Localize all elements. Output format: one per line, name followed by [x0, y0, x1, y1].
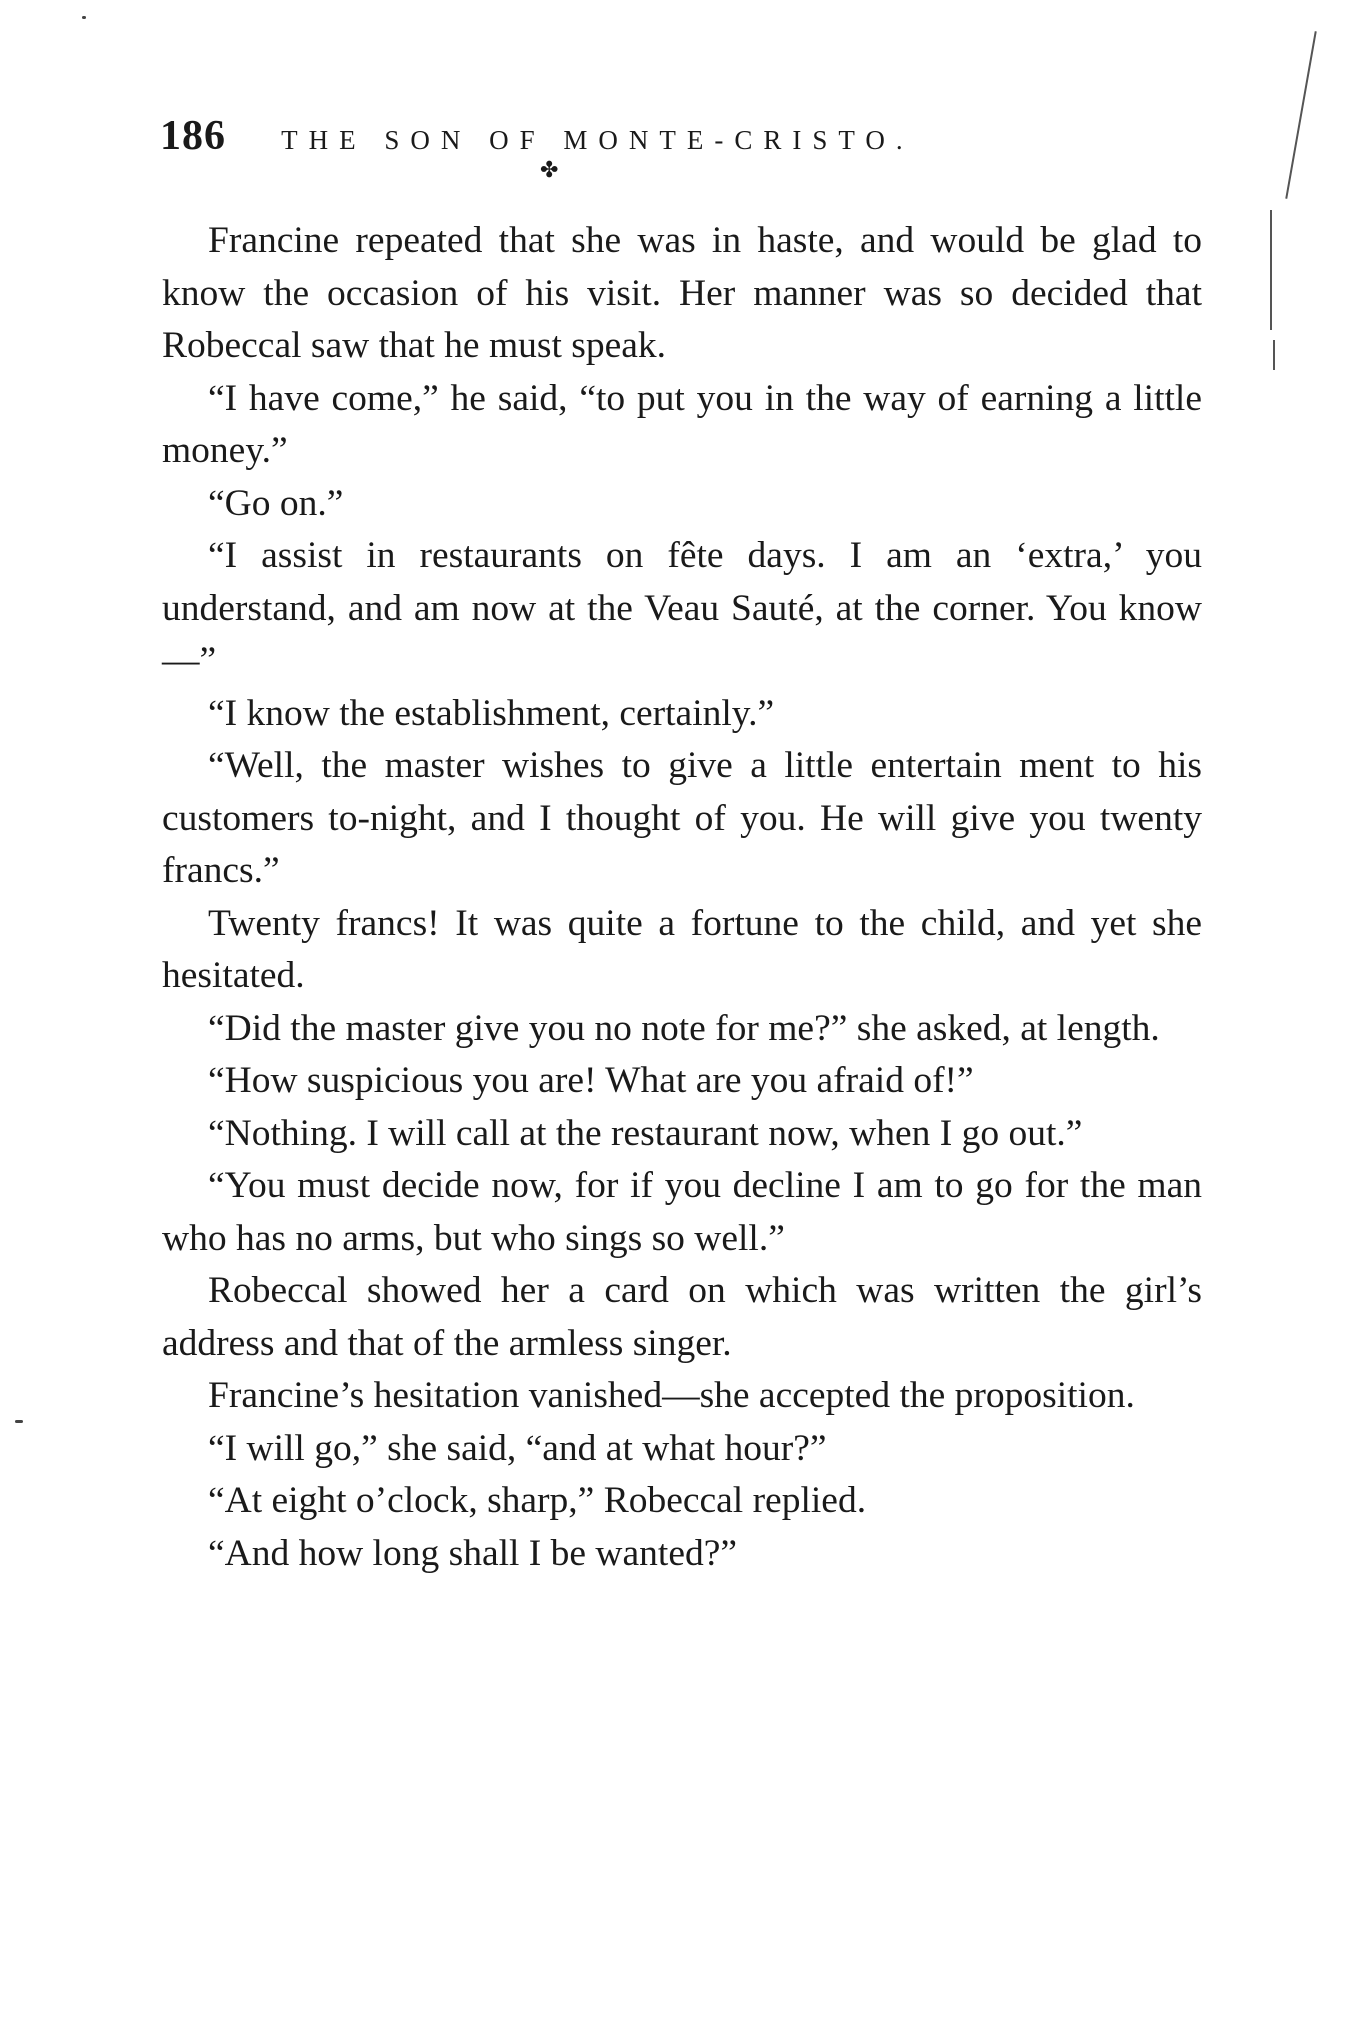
paragraph: Francine’s hesitation vanished—she accepted the proposition. [208, 1375, 1135, 1416]
paragraph: “And how long shall I be wanted?” [208, 1532, 738, 1574]
margin-scan-line [1273, 340, 1275, 370]
paragraph: “How suspicious you are! What are you afraid of!” [208, 1060, 974, 1101]
paragraph: “Did the master give you no note for me?” she asked, at length. [208, 1007, 1160, 1049]
paragraph: “I know the establishment, certainly.” [208, 692, 775, 734]
paragraph: “Go on.” [208, 482, 344, 524]
paragraph: “Nothing. I will call at the restaurant now, when I go out.” [208, 1112, 1083, 1154]
page-header [160, 112, 1220, 172]
body-text [162, 215, 1202, 1580]
paragraph: “Well, the master wishes to give a little entertain ment to his customers to-night, and I thought of you. He will give you twenty francs.” [162, 745, 1202, 891]
paragraph: “I assist in restaurants on fête days. I am an ‘extra,’ you understand, and am now at the Veau Sauté, at the corner. You know—” [162, 535, 1202, 681]
paragraph: Robeccal showed her a card on which was written the girl’s address and that of the armless singer. [162, 1270, 1202, 1364]
running-title: THE SON OF MONTE-CRISTO. [281, 125, 914, 155]
paragraph: “I will go,” she said, “and at what hour?” [208, 1427, 827, 1469]
paragraph: “You must decide now, for if you decline I am to go for the man who has no arms, but who sings so well.” [162, 1165, 1202, 1259]
page-number: 186 [160, 113, 226, 159]
paragraph: “I have come,” he said, “to put you in the way of earning a little money.” [162, 377, 1202, 471]
scan-speck [82, 16, 86, 19]
scan-speck [15, 1420, 23, 1423]
ornament-mark: ✤ [540, 158, 559, 183]
margin-scan-line [1285, 31, 1316, 199]
margin-scan-line [1270, 210, 1272, 330]
paragraph: “At eight o’clock, sharp,” Robeccal replied. [208, 1480, 867, 1521]
paragraph: Twenty francs! It was quite a fortune to the child, and yet she hesitated. [162, 902, 1202, 996]
paragraph: Francine repeated that she was in haste, and would be glad to know the occasion of his visit. Her manner was so decided that Robeccal saw that he must speak. [162, 220, 1202, 366]
